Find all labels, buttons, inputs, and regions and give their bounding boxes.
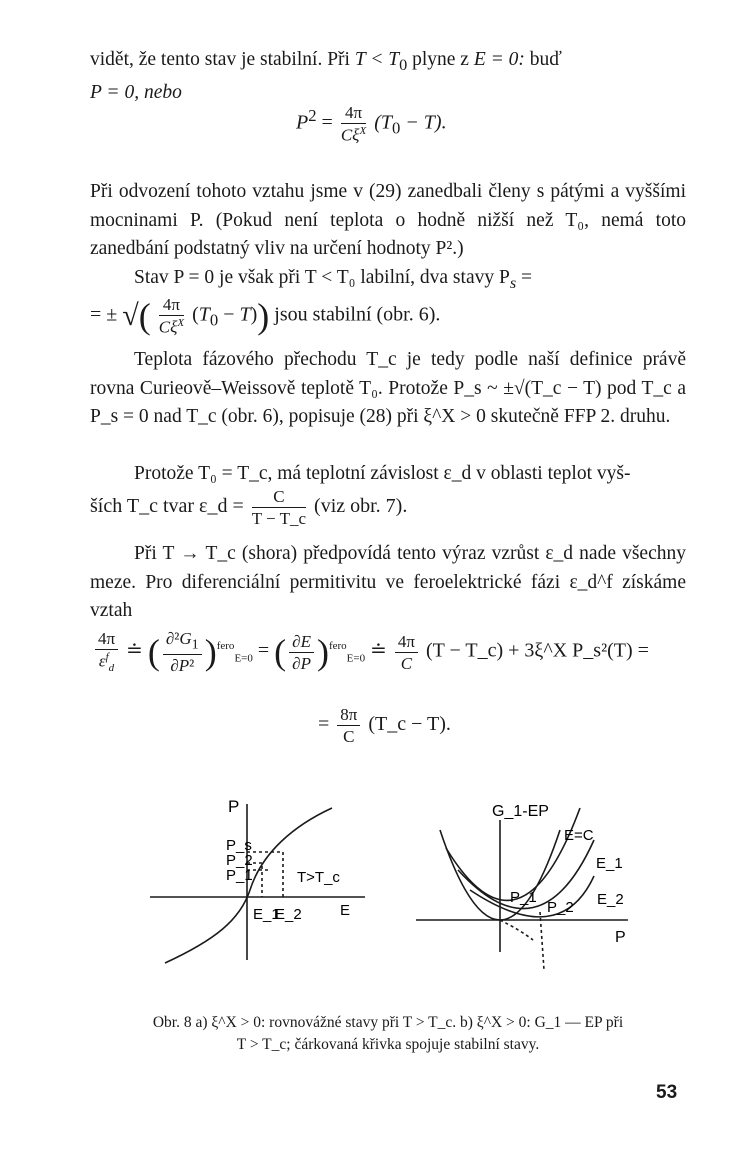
label-b-P1: P_1 [510,889,537,906]
eq1-rhs-end: − T). [405,111,447,134]
equation-3: = $\frac{8\pi}{C}$ (T_c − T). [318,705,451,746]
paragraph-2: Při odvození tohoto vztahu jsme v (29) zanedbali členy s pátými a vyššími mocninami P. (Pokud není teplota o hodně nižší než T₀, nemá toto zanedbání podstatný vliv na určení hodnoty P².) [90,181,686,259]
label-b-axis: G_1-EP [492,803,549,820]
eq2-sup2: fero [328,639,347,652]
eq2-sub2: E=0 [346,652,366,665]
para1-rest: plyne z [412,49,469,70]
eq1-num: 4π [341,104,366,124]
label-b-EC: E=C [564,827,594,844]
eq1-rhs: (T [374,111,392,134]
para5-line2a: ších T_c tvar ε_d = [90,495,244,518]
para1-end: buď [529,49,562,70]
label-b-E1: E_1 [596,855,623,872]
label-b-P2: P_2 [547,899,574,916]
equation-1: $P^2$ = $\frac{4\pi}{C\xi^X}$ $(T_0 - T)$. [296,103,447,145]
eps-num: C [252,488,306,508]
label-a-E1: E_1 [253,906,280,923]
label-a-P2: P_2 [226,852,253,869]
label-a-E: E [340,902,351,919]
paragraph-3: Stav P = 0 je však při T < T₀ labilní, dva stavy $P_s$ = [134,267,533,292]
para1-line1: vidět, že tento stav je stabilní. Při [90,49,350,70]
eps-den: T − T_c [251,509,307,528]
para1-line2: P = 0, nebo [90,82,182,104]
page-number: 53 [656,1082,678,1103]
label-a-E2: E_2 [275,906,302,923]
eq2-sub1: E=0 [234,652,253,665]
label-b-P: P [615,929,626,946]
para5-line2 [90,488,407,527]
eq2-sup1: fero [216,639,235,652]
caption-line2: T > T_c; čárkovaná křivka spojuje stabilní stavy. [236,1036,540,1053]
label-a-curve: T>T_c [297,869,340,886]
eq2-rhs: (T − T_c) + 3ξ^X P_s²(T) = [425,639,649,662]
equation-2: $\frac{4\pi}{\varepsilon^f_d}$ ≐ ( $\frac{\partial^2G_1}{\text{∂P²}}$ )$^{fero}_{E=0}$ = ( $\frac{\partial E}{\partial P}$ )$^{fero}_{E=0}$ ≐ $\frac{4\pi}{C}$ (T − T_c) + 3ξ^X P_s²(T) = [92,630,649,674]
paragraph-5: Protože T₀ = T_c, má teplotní závislost ε_d v oblasti teplot vyš- [134,463,631,484]
label-a-P: P [228,797,240,816]
paragraph-4: Teplota fázového přechodu T_c je tedy podle naší definice právě rovna Curieově–Weissově teplotě T₀. Protože P_s ~ ±√(T_c − T) pod T_c a P_s = 0 nad T_c (obr. 6), popisuje (28) při ξ^X > 0 skutečně FFP 2. druhu. [90,349,686,427]
caption-line1: Obr. 8 a) ξ^X > 0: rovnovážné stavy při T > T_c. b) ξ^X > 0: G_1 — EP při [152,1014,624,1031]
figure-8 [0,780,753,1000]
eps-fraction [252,488,306,527]
paragraph-1: vidět, že tento stav je stabilní. Při $T < T_0$ plyne z E = 0: buď P = 0, nebo [90,49,562,104]
sqrt-fraction: $\frac{4\pi}{C\xi^X}$ [158,295,185,337]
cond-text: T < T [354,49,400,70]
label-b-E2: E_2 [597,891,624,908]
figure-caption [90,1012,686,1056]
para3-text2: jsou stabilní (obr. 6). [274,303,441,326]
label-a-Ps: P_s [226,837,252,854]
sqrt-expression: = ± √( $\frac{4\pi}{C\xi^X}$ $(T_0 - T)$) jsou stabilní (obr. 6). [90,295,441,337]
eq1-fraction [341,104,366,144]
eq1-den: $C\xi^X$ [340,125,367,145]
eq3-den: C [343,727,355,746]
eq-text: E = 0: [473,49,525,70]
para5-line2b: (viz obr. 7). [314,495,408,518]
eq3-rhs: (T_c − T). [368,713,451,736]
paragraph-6: Při T → T_c (shora) předpovídá tento výraz vzrůst ε_d nade všechny meze. Pro diferenciální permitivitu ve feroelektrické fázi ε_d^f získáme vztah [90,543,686,621]
label-a-P1: P_1 [226,867,253,884]
eq3-num: 8π [337,706,360,726]
eq1-lhs: P [296,111,309,134]
para3-text1: Stav P = 0 je však při T < T₀ labilní, dva stavy P [134,267,510,288]
curve-ec [446,808,580,900]
